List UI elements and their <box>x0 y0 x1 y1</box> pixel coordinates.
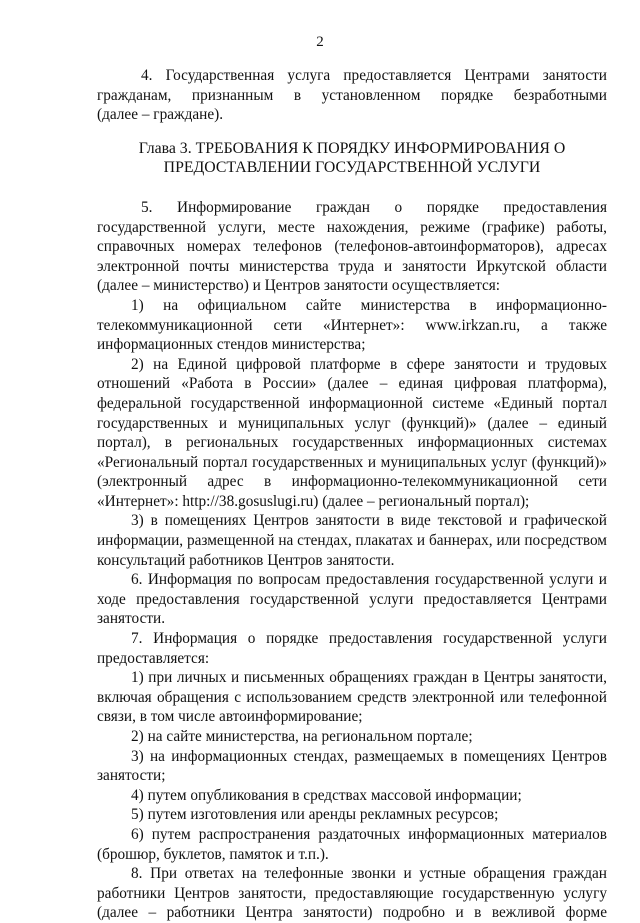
list-item-5-3 <box>97 511 607 570</box>
text-line: (далее – граждане). <box>97 106 224 124</box>
paragraph-7 <box>97 629 607 668</box>
text-line: «Региональный портал государственных и муниципальных услуг (функций)» <box>97 453 607 471</box>
text-line: консультаций работников Центров занятости. <box>97 551 395 569</box>
text-line: телекоммуникационной сети «Интернет»: www.irkzan.ru, а также <box>97 316 607 334</box>
list-item-5-2 <box>97 355 607 512</box>
text-line: гражданам, признанным в установленном порядке безработными <box>97 86 607 104</box>
list-item-7-6 <box>97 825 607 864</box>
text-line: (далее – министерство) и Центров занятости осуществляется: <box>97 277 501 295</box>
list-item-7-2 <box>97 727 607 747</box>
text-line: связи, в том числе автоинформирование; <box>97 708 363 726</box>
list-item-5-1 <box>97 296 607 355</box>
text-line: предоставляется: <box>97 649 210 667</box>
list-item-7-1 <box>97 668 607 727</box>
text-line: справочных номерах телефонов (телефонов-автоинформаторов), адресах <box>97 238 607 256</box>
list-item-7-3 <box>97 747 607 786</box>
document-body <box>97 66 607 923</box>
text-line: 5) путем изготовления или аренды рекламных ресурсов; <box>131 806 499 824</box>
text-line: информационных стендов министерства; <box>97 336 366 354</box>
text-line: ходе предоставления государственной услуги предоставляется Центрами <box>97 590 607 608</box>
list-item-7-5 <box>97 805 607 825</box>
text-line: электронной почты министерства труда и занятости Иркутской области <box>97 257 607 275</box>
text-line: государственных и муниципальных услуг (функций)» (далее – единый <box>97 414 607 432</box>
text-line: 1) на официальном сайте министерства в информационно- <box>131 296 607 314</box>
list-item-7-4 <box>97 786 607 806</box>
heading-line: Глава 3. ТРЕБОВАНИЯ К ПОРЯДКУ ИНФОРМИРОВАНИЯ О <box>138 139 566 157</box>
paragraph-6 <box>97 570 607 629</box>
text-line: работники Центров занятости, предоставляющие государственную услугу <box>97 884 607 902</box>
heading-line: ПРЕДОСТАВЛЕНИИ ГОСУДАРСТВЕННОЙ УСЛУГИ <box>163 159 541 177</box>
text-line: 6. Информация по вопросам предоставления государственной услуги и <box>131 571 607 589</box>
text-line: 7. Информация о порядке предоставления государственной услуги <box>131 630 607 648</box>
text-line: 3) в помещениях Центров занятости в виде текстовой и графической <box>131 512 607 530</box>
text-line: 3) на информационных стендах, размещаемых в помещениях Центров <box>131 747 607 765</box>
text-line: 1) при личных и письменных обращениях граждан в Центры занятости, <box>131 669 607 687</box>
text-line: информации, размещенной на стендах, плакатах и баннерах, или посредством <box>97 532 607 550</box>
paragraph-8 <box>97 864 607 923</box>
text-line: 4) путем опубликования в средствах массовой информации; <box>131 786 522 804</box>
text-line: (электронный адрес в информационно-телекоммуникационной сети <box>97 473 607 491</box>
text-line: занятости; <box>97 767 166 785</box>
chapter-heading <box>97 139 607 178</box>
text-line: занятости. <box>97 610 166 628</box>
text-line: включая обращения с использованием средств электронной или телефонной <box>97 688 607 706</box>
text-line: (далее – работники Центра занятости) подробно и в вежливой форме <box>97 904 607 922</box>
text-line: 2) на сайте министерства, на региональном портале; <box>131 728 473 745</box>
text-line: портал), в региональных государственных информационных системах <box>97 434 607 452</box>
text-line: отношений «Работа в России» (далее – единая цифровая платформа), <box>97 375 607 393</box>
text-line: 2) на Единой цифровой платформе в сфере занятости и трудовых <box>131 355 607 373</box>
text-line: 5. Информирование граждан о порядке предоставления <box>141 198 607 216</box>
text-line: 8. При ответах на телефонные звонки и устные обращения граждан <box>131 865 607 883</box>
text-line: государственной услуги, месте нахождения, режиме (графике) работы, <box>97 218 607 236</box>
text-line: 6) путем распространения раздаточных информационных материалов <box>131 825 607 843</box>
paragraph-4 <box>97 66 607 125</box>
text-line: 4. Государственная услуга предоставляется Центрами занятости <box>141 67 607 84</box>
text-line: (брошюр, буклетов, памяток и т.п.). <box>97 845 329 863</box>
page-number: 2 <box>316 34 324 50</box>
text-line: федеральной государственной информационной системе «Единый портал <box>97 394 607 412</box>
paragraph-5 <box>97 198 607 296</box>
text-line: «Интернет»: http://38.gosuslugi.ru) (далее – региональный портал); <box>97 492 530 510</box>
